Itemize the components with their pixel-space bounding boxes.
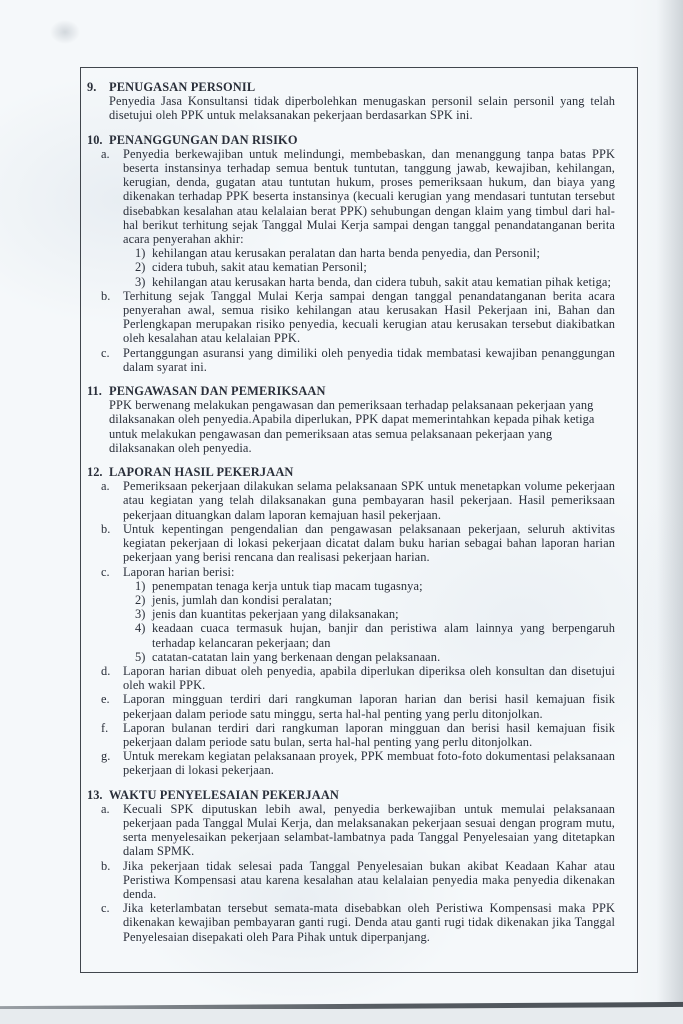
list-item-text: Pemeriksaan pekerjaan dilakukan selama pelaksanaan SPK untuk menetapkan volume pekerjaan atau kegiatan yang telah dilaksanakan guna pembayaran hasil pekerjaan. Hasil pemeriksaan pekerjaan dituangkan dalam laporan kemajuan hasil pekerjaan.	[123, 479, 615, 522]
list-item-marker: a.	[101, 479, 110, 494]
list-item-marker: c.	[101, 564, 110, 579]
sub-list-item	[135, 260, 615, 274]
list-item-body	[123, 859, 615, 902]
sub-list-item-marker: 1)	[135, 246, 146, 261]
sub-list-item-text: jenis, jumlah dan kondisi peralatan;	[152, 592, 333, 607]
list-item-marker: a.	[101, 801, 110, 816]
list-item-text: Pertanggungan asuransi yang dimiliki oleh penyedia tidak membatasi kewajiban penanggungan dalam syarat ini.	[123, 345, 615, 374]
scan-smudge	[50, 20, 80, 44]
sub-list-item-text: kehilangan atau kerusakan harta benda, dan cidera tubuh, sakit atau kematian pihak ketiga;	[152, 274, 612, 289]
list-item-text: Laporan bulanan terdiri dari rangkuman laporan mingguan dan berisi hasil kemajuan fisik pekerjaan dalam periode satu bulan, serta hal-hal penting yang perlu ditonjolkan.	[123, 720, 615, 749]
list-item	[101, 289, 615, 346]
list-item-text: Terhitung sejak Tanggal Mulai Kerja sampai dengan tanggal penandatanganan berita acara penyerahan awal, semua risiko kehilangan atau kerusakan Hasil Pekerjaan ini, Bahan dan Perlengkapan merupakan risiko penyedia, kecuali kerugian atau kerusakan tersebut diakibatkan oleh kesalahan atau kelalaian PPK.	[123, 288, 615, 346]
section-number: 11.	[87, 384, 102, 399]
list-item-body	[123, 289, 615, 346]
list-item-marker: f.	[101, 720, 109, 735]
section-paragraph: PPK berwenang melakukan pengawasan dan pemeriksaan terhadap pelaksanaan pekerjaan yang dilaksanakan oleh penyedia.Apabila diperlukan, PPK dapat memerintahkan kepada pihak ketiga untuk melakukan pengawasan dan pemeriksaan atas semua pelaksanaan pekerjaan yang dilaksanakan oleh penyedia.	[109, 398, 595, 455]
section-number: 12.	[87, 465, 103, 480]
list-item-text: Jika keterlambatan tersebut semata-mata disebabkan oleh Peristiwa Kompensasi maka PPK dikenakan kewajiban pembayaran ganti rugi. Denda atau ganti rugi tidak dikenakan jika Tanggal Penyelesaian disepakati oleh Para Pihak untuk diperpanjang.	[123, 901, 615, 944]
list-item-body	[123, 479, 615, 522]
paper-right-edge-shadow	[657, 0, 683, 1007]
list-item-text: Untuk kepentingan pengendalian dan pengawasan pelaksanaan pekerjaan, seluruh aktivitas kegiatan pekerjaan di lokasi pekerjaan dicatat dalam buku harian sebagai bahan laporan harian pekerjaan yang berisi rencana dan realisasi pekerjaan harian.	[123, 521, 615, 565]
section	[87, 80, 615, 123]
section-number: 10.	[87, 132, 103, 147]
section	[87, 788, 615, 944]
list-item-marker: b.	[101, 858, 111, 873]
list-item-body	[123, 522, 615, 565]
section	[87, 384, 615, 455]
list-item-text: Jika pekerjaan tidak selesai pada Tanggal Penyelesaian bukan akibat Keadaan Kahar atau Peristiwa Kompensasi atau karena kesalahan atau kelalaian penyedia maka penyedia dikenakan denda.	[123, 858, 615, 901]
content-border-frame	[80, 67, 638, 973]
list-item-marker: b.	[101, 521, 111, 536]
sub-list	[135, 246, 615, 289]
sub-list-item-text: cidera tubuh, sakit atau kematian Personil;	[152, 260, 367, 275]
list-item-body	[123, 692, 615, 720]
list-item-body	[123, 346, 615, 374]
list-item-body	[123, 664, 615, 692]
sub-list-item-text: keadaan cuaca termasuk hujan, banjir dan peristiwa alam lainnya yang berpengaruh terhadap kelancaran pekerjaan; dan	[152, 621, 615, 650]
list-item-marker: a.	[101, 146, 110, 161]
sub-list-item	[135, 650, 615, 664]
list-item	[101, 664, 615, 692]
list-item-marker: c.	[101, 345, 110, 360]
sub-list-item-marker: 2)	[135, 592, 146, 607]
sub-list-item-text: jenis dan kuantitas pekerjaan yang dilaksanakan;	[152, 607, 399, 622]
list-item	[101, 565, 615, 664]
list-item-marker: g.	[101, 749, 111, 764]
sub-list-item-marker: 4)	[135, 621, 146, 636]
list-item-text: Laporan mingguan terdiri dari rangkuman laporan harian dan berisi hasil kemajuan fisik pekerjaan dalam periode satu minggu, serta hal-hal penting yang perlu ditonjolkan.	[123, 692, 615, 721]
list-item	[101, 522, 615, 565]
sub-list-item-marker: 2)	[135, 260, 146, 275]
list-item-text: Untuk merekam kegiatan pelaksanaan proyek, PPK membuat foto-foto dokumentasi pelaksanaan pekerjaan di lokasi pekerjaan.	[123, 749, 615, 778]
sub-list-item-marker: 5)	[135, 649, 146, 664]
list-item	[101, 721, 615, 749]
section-title: LAPORAN HASIL PEKERJAAN	[109, 465, 294, 480]
sub-list-item-text: catatan-catatan lain yang berkenaan dengan pelaksanaan.	[152, 649, 441, 664]
list-item-marker: d.	[101, 663, 111, 678]
section-number: 9.	[87, 80, 97, 94]
section-title: PENUGASAN PERSONIL	[109, 80, 256, 94]
section-number: 13.	[87, 787, 103, 802]
sub-list-item	[135, 607, 615, 621]
list-item-body	[123, 147, 615, 289]
scan-background-strip	[0, 1009, 683, 1024]
sub-list-item-marker: 1)	[135, 578, 146, 593]
list-item	[101, 346, 615, 374]
list-item-body	[123, 901, 615, 944]
sub-list-item-marker: 3)	[135, 274, 146, 289]
section-title: WAKTU PENYELESAIAN PEKERJAAN	[109, 787, 340, 802]
list-item-marker: c.	[101, 901, 110, 916]
list-item-text: Penyedia berkewajiban untuk melindungi, membebaskan, dan menanggung tanpa batas PPK beserta instansinya terhadap semua bentuk tuntutan, tanggung jawab, kewajiban, kehilangan, kerugian, denda, gugatan atau tuntutan hukum, proses pemeriksaan hukum, dan biaya yang dikenakan terhadap PPK beserta instansinya (kecuali kerugian yang mendasari tuntutan tersebut disebabkan kesalahan atau kelalaian berat PPK) sehubungan dengan klaim yang timbul dari hal-hal berikut terhitung sejak Tanggal Mulai Kerja sampai dengan tanggal penandatanganan berita acara penyerahan akhir:	[123, 146, 615, 247]
list-item-body	[123, 802, 615, 859]
section-title: PENGAWASAN DAN PEMERIKSAAN	[109, 384, 326, 399]
sub-list-item	[135, 246, 615, 260]
sub-list-item	[135, 621, 615, 649]
list-item-text: Laporan harian berisi:	[123, 564, 235, 579]
sub-list-item	[135, 593, 615, 607]
list-item-body	[123, 565, 615, 664]
list-item	[101, 749, 615, 777]
list-item-body	[123, 721, 615, 749]
list-item-body	[123, 749, 615, 777]
list-item	[101, 479, 615, 522]
list-item-text: Kecuali SPK diputuskan lebih awal, penyedia berkewajiban untuk memulai pelaksanaan pekerjaan pada Tanggal Mulai Kerja, dan melaksanakan pekerjaan sesuai dengan program mutu, serta menyelesaikan pekerjaan selambat-lambatnya pada Tanggal Penyelesaian yang ditetapkan dalam SPMK.	[123, 801, 615, 859]
sub-list-item	[135, 579, 615, 593]
list-item	[101, 147, 615, 289]
sub-list-item-text: penempatan tenaga kerja untuk tiap macam tugasnya;	[152, 578, 423, 593]
list-item-text: Laporan harian dibuat oleh penyedia, apabila diperlukan diperiksa oleh konsultan dan disetujui oleh wakil PPK.	[123, 663, 615, 693]
sub-list-item-marker: 3)	[135, 607, 146, 622]
sub-list	[135, 579, 615, 664]
section	[87, 133, 615, 374]
list-item	[101, 901, 615, 944]
list-item	[101, 802, 615, 859]
list-item	[101, 859, 615, 902]
list-item	[101, 692, 615, 720]
list-item-marker: b.	[101, 288, 111, 303]
sub-list-item	[135, 275, 615, 289]
section-list	[87, 80, 615, 944]
list-item-marker: e.	[101, 692, 110, 707]
sub-list-item-text: kehilangan atau kerusakan peralatan dan harta benda penyedia, dan Personil;	[152, 246, 541, 261]
section-title: PENANGGUNGAN DAN RISIKO	[109, 132, 298, 147]
section-paragraph: Penyedia Jasa Konsultansi tidak diperbolehkan menugaskan personil selain personil yang telah disetujui oleh PPK untuk melaksanakan pekerjaan berdasarkan SPK ini.	[109, 94, 615, 123]
section	[87, 465, 615, 777]
